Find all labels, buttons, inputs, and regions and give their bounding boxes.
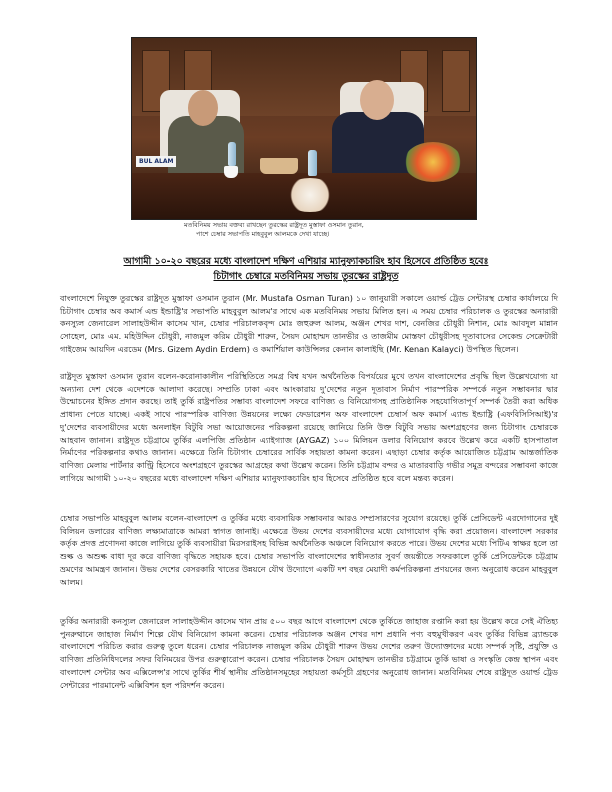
nameplate: BUL ALAM (136, 156, 176, 167)
meeting-photo (131, 37, 477, 220)
paragraph-4: তুর্কির অনারারী কনস্যুল জেনারেল সালাহউদ্দীন কাসেম খান প্রায় ৫০০ বছর আগে বাংলাদেশ থেকে তুর্কিতে জাহাজ রপ্তানি করা হয় উল্লেখ করে সেই ঐতিহ্য পুনরুত্থানে জাহাজ নির্মাণ শিল্পে যৌথ বিনিয়োগ কামনা করেন। চেম্বার পরিচালক অঞ্জন শেখর দাশ প্রধানি পণ্য বহুমুখীকরণ এবং তুর্কির বিভিন্ন ব্র্যান্ডকে বাংলাদেশে পরিচিত করার গুরুত্ব তুলে ধরেন। চেম্বার পরিচালক নাজমুল করিম চৌধুরী শারুন উভয় দেশের তরুণ উদ্যোক্তাদের মধ্যে সম্পর্ক সৃষ্টি, প্রযুক্তি ও বাণিজ্য প্রতিনিধিদলের সফর বিনিময়ের উপর গুরুত্বারোপ করেন। চেম্বার পরিচালক সৈয়দ মোহাম্মদ তানভীর চট্টগ্রামে তুর্কি ভাষা ও সংস্কৃতি কেন্দ্র স্থাপন এবং বাংলাদেশ সেন্টার অব এক্সিলেন্স'র সাথে তুর্কির শীর্ষ স্থানীয় প্রতিষ্ঠানসমূহের সহায়তা কর্মসূচী গ্রহণের অনুরোধ জানান। মতবিনিময় শেষে রাষ্ট্রদূত ওয়ার্ল্ড ট্রেড সেন্টারের পারমানেন্ট এক্সিবিশন হল পরিদর্শন করেন। (60, 616, 558, 690)
caption-line-2: পাশে চেম্বার সভাপতি মাহবুবুল আলমকে দেখা যাচ্ছে। (196, 230, 330, 238)
caption-line-1: মতবিনিময় সভায় বক্তব্য রাখছেন তুরস্কের রাষ্ট্রদূত মুস্তাফা ওসমান তুরান, (184, 221, 364, 229)
photo-caption (184, 221, 444, 239)
headline-line-1: আগামী ১০-২০ বছরের মধ্যে বাংলাদেশ দক্ষিণ এশিয়ার ম্যানুফ্যাকচারিং হাব হিসেবে প্রতিষ্ঠিত হবেঃ (123, 256, 489, 267)
paragraph-1: বাংলাদেশে নিযুক্ত তুরস্কের রাষ্ট্রদূত মুস্তাফা ওসমান তুরান (Mr. Mustafa Osman Turan) ১০ জানুয়ারী সকালে ওয়ার্ল্ড ট্রেড সেন্টারস্থ চেম্বার কার্যালয়ে দি চিটাগাং চেম্বার অব কমার্স এন্ড ইন্ডাষ্ট্রি'র সভাপতি মাহবুবুল আলম'র সাথে এক মতবিনিময় সভায় মিলিত হন। এ সময় চেম্বার পরিচালক ও তুরস্কের অনারারী কনস্যুল জেনারেল সালাহউদ্দীন কাসেম খান, চেম্বার পরিচালকবৃন্দ মোঃ জহুরুল আলম, অঞ্জন শেখর দাশ, বেনজির চৌধুরী নিশান, মোঃ আবদুল মান্নান সোহেল, মোঃ এম. মহিউদ্দিন চৌধুরী, নাজমুল করিম চৌধুরী শারুন, সৈয়দ মোহাম্মদ তানভীর ও তাজমীম মোস্তফা চৌধুরীসহ দূতাবাসের সেকেন্ড সেক্রেটারী গাইজেম আয়দিন এরডেম (Mrs. Gizem Aydin Erdem) ও কমার্শিয়াল কাউন্সিলর কেনান কালাইছি (Mr. Kenan Kalayci) উপস্থিত ছিলেন। (60, 293, 558, 354)
headline-line-2: চিটাগাং চেম্বারে মতবিনিময় সভায় তুরস্কের রাষ্ট্রদূত (213, 271, 399, 282)
flowers (404, 142, 462, 182)
paragraph-3: চেম্বার সভাপতি মাহবুবুল আলম বলেন-বাংলাদেশ ও তুর্কির মধ্যে ব্যবসায়িক সম্ভাবনার আরও সম্প্রসারণের সুযোগ রয়েছে। তুর্কি প্রেসিডেন্ট এরদোগানের দুই বিলিয়ন ডলারের বাণিজ্য লক্ষ্যমাত্রাকে আমরা স্বাগত জানাই। এক্ষেত্রে উভয় দেশের ব্যবসায়ীদের মধ্যে যোগাযোগ বৃদ্ধি করা প্রয়োজন। বাংলাদেশ সরকার কর্তৃক প্রদত্ত প্রণোদনা কাজে লাগিয়ে তুর্কি ব্যবসায়ীরা মিরসরাইসহ বিভিন্ন অর্থনৈতিক অঞ্চলে বিনিয়োগ করতে পারে। উভয় দেশের মধ্যে পিটিএ স্বাক্ষর হলে তা শুল্ক ও অশুল্ক বাধা দূর করে বাণিজ্য বৃদ্ধিতে সহায়ক হবে। চেম্বার সভাপতি বাংলাদেশের স্বাধীনতার সুবর্ণ জয়ন্তীতে সফরকালে তুর্কি প্রেসিডেন্টকে চট্টগ্রাম ভ্রমণের আমন্ত্রণ জানান। উভয় দেশের বেসরকারি খাতের উন্নয়নে যৌথ উদ্যোগে একটি দশ বছর মেয়াদী কর্মপরিকল্পনা প্রণয়নের জন্য অনুরোধ করেন মাহবুবুল আলম। (60, 513, 559, 587)
paragraph-2: রাষ্ট্রদূত মুস্তাফা ওসমান তুরান বলেন-করোনাকালীন পরিস্থিতিতে সমগ্র বিশ্ব যখন অর্থনৈতিক বিপর্যয়ের মুখে তখন বাংলাদেশের প্রবৃদ্ধি ছিল উল্লেখযোগ্য যা অন্যান্য দেশ থেকে এদেশকে আলাদা করেছে। সম্প্রতি ঢাকা এবং আংকারায় দু'দেশের নতুন দূতাবাস নির্মাণ পারস্পরিক সম্পর্কে নতুন সম্ভাবনার দ্বার উন্মোচনের ইঙ্গিত প্রদান করছে। তাই তুর্কি রাষ্ট্রপতির সম্ভাব্য বাংলাদেশ সফরে বাণিজ্য ও বিনিয়োগসহ প্রাতিষ্ঠানিক সহযোগিতাপূর্ণ সম্পর্ক তৈরী করা অধিক প্রাধান্য পেতে যাচ্ছে। একই সাথে পারস্পরিক বাণিজ্য উন্নয়নের লক্ষ্যে ফেডারেশন অফ বাংলাদেশ চেম্বার্স অফ কমার্স এ্যান্ড ইন্ডাষ্ট্রি (এফবিসিসিআই)'র দু'দেশের ব্যবসায়ীদের মধ্যে অনলাইন বিটুবি সভা আয়োজনের পরিকল্পনা রয়েছে জানিয়ে তিনি উক্ত বিটুবি সভায় অংশগ্রহণের জন্য চিটাগাং চেম্বারকে আহবান জানান। রাষ্ট্রদূত চট্টগ্রামে তুর্কির এলপিজি প্রতিষ্ঠান এ্যাইগ্যাজ (AYGAZ) ১০০ মিলিয়ন ডলার বিনিয়োগ করবে উল্লেখ করে একটি হাসপাতাল নির্মাণের পরিকল্পনার কথাও জানান। এক্ষেত্রে তিনি চিটাগাং চেম্বারের সার্বিক সহায়তা কামনা করেন। এছাড়া চেম্বার কর্তৃক আয়োজিত চট্টগ্রাম আন্তর্জাতিক বাণিজ্য মেলায় পার্টনার কান্ট্রি হিসেবে অংশগ্রহণে তুরস্কের আগ্রহের কথা উল্লেখ করেন। তিনি চট্টগ্রাম বন্দর ও মাতারবাড়ি গভীর সমুদ্র বন্দরের সম্ভাবনা কাজে লাগিয়ে আগামী ১০-২০ বছরের মধ্যে বাংলাদেশ দক্ষিণ এশিয়ার ম্যানুফ্যাকচারিং হাব হিসেবে প্রতিষ্ঠিত হবে বলে মন্তব্য করেন। (60, 371, 558, 483)
